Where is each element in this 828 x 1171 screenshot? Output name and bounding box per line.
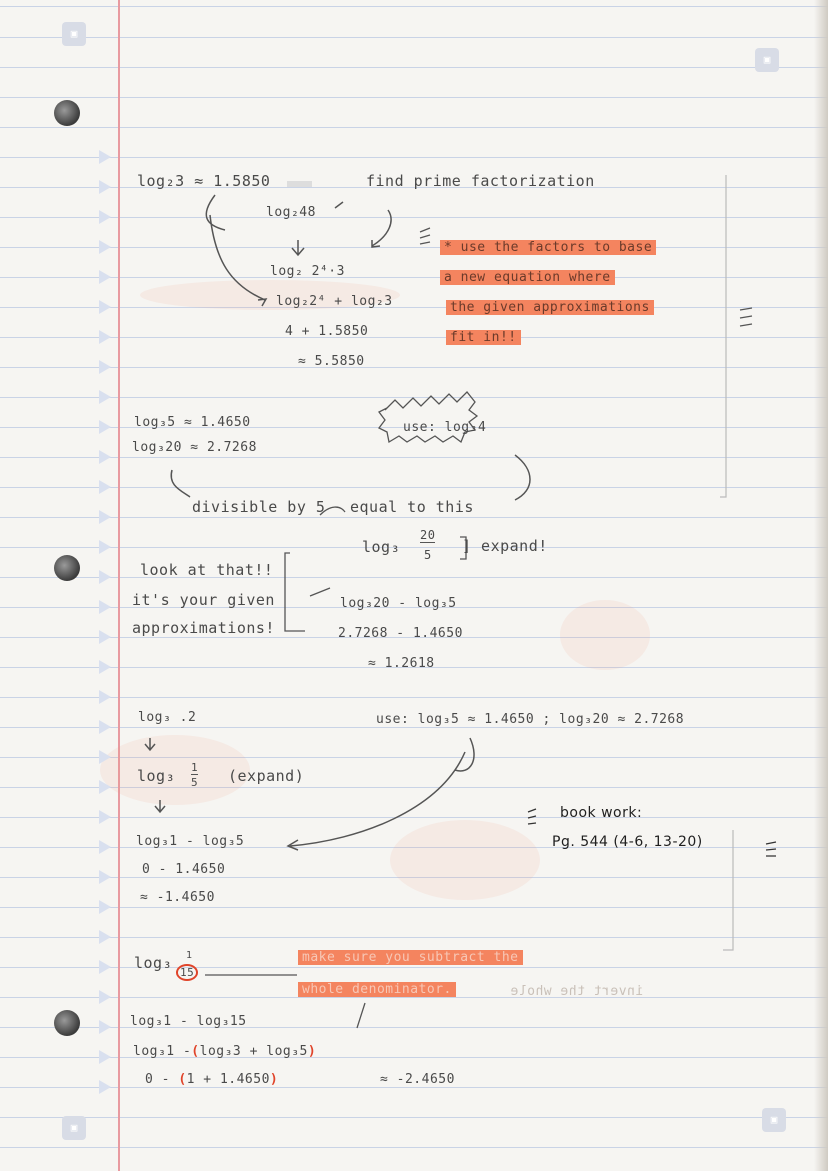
problem2-given1: log₃5 ≈ 1.4650	[134, 415, 251, 430]
problem4-answer: ≈ -2.4650	[380, 1072, 455, 1087]
margin-triangle-icon	[99, 810, 111, 824]
side-bracket	[285, 553, 305, 631]
emphasis-marks	[766, 842, 776, 856]
curve-stroke	[206, 195, 225, 230]
problem4-target-prefix: log₃	[134, 954, 173, 972]
margin-triangle-icon	[99, 1050, 111, 1064]
red-circle-denominator: 15	[176, 964, 198, 981]
problem4-note-line: whole denominator.	[298, 982, 456, 997]
emphasis-marks	[528, 809, 536, 824]
corner-marker-icon: ▣	[62, 22, 86, 46]
margin-triangle-icon	[99, 450, 111, 464]
problem3-frac-denominator: 5	[191, 776, 199, 789]
problem3-frac-numerator: 1	[191, 761, 199, 774]
problem1-find-note: find prime factorization	[366, 172, 595, 190]
margin-triangle-icon	[99, 570, 111, 584]
margin-triangle-icon	[99, 420, 111, 434]
margin-triangle-icon	[99, 210, 111, 224]
problem3-expand-label: (expand)	[228, 767, 305, 785]
margin-triangle-icon	[99, 270, 111, 284]
problem4-step1: log₃1 - log₃15	[130, 1014, 247, 1029]
problem2-side-note-line: look at that!!	[140, 561, 274, 579]
highlight-smudge	[560, 600, 650, 670]
margin-line	[118, 0, 120, 1171]
problem3-step2: 0 - 1.4650	[142, 862, 226, 877]
problem1-answer: ≈ 5.5850	[298, 354, 365, 369]
margin-triangle-icon	[99, 930, 111, 944]
margin-triangle-icon	[99, 360, 111, 374]
margin-triangle-icon	[99, 600, 111, 614]
problem2-expand-label: ] expand!	[462, 537, 548, 555]
margin-triangle-icon	[99, 900, 111, 914]
binder-hole	[54, 555, 80, 581]
margin-triangle-icon	[99, 660, 111, 674]
margin-triangle-icon	[99, 720, 111, 734]
arrowhead	[288, 840, 298, 850]
problem2-equal-note: equal to this	[350, 498, 474, 516]
problem4-frac-numerator: 1	[186, 950, 193, 961]
problem4-frac-denominator	[176, 964, 198, 981]
problem1-tip-line: the given approximations	[446, 300, 654, 315]
problem3-target: log₃ .2	[138, 710, 197, 725]
problem4-mirror-note: invert the whole	[510, 984, 644, 999]
margin-triangle-icon	[99, 330, 111, 344]
emphasis-marks	[740, 308, 752, 326]
page-edge-shadow	[814, 0, 828, 1171]
corner-marker-icon: ▣	[755, 48, 779, 72]
right-bracket	[720, 175, 726, 497]
slash-mark	[335, 202, 343, 208]
problem2-step2: 2.7268 - 1.4650	[338, 626, 463, 641]
problem4-step2: log₃1 -(log₃3 + log₃5)	[133, 1044, 317, 1059]
curve-arrow-from-starburst	[515, 455, 530, 500]
emphasis-marks	[420, 228, 430, 244]
margin-triangle-icon	[99, 750, 111, 764]
problem1-substitute: 4 + 1.5850	[285, 324, 369, 339]
margin-triangle-icon	[99, 630, 111, 644]
problem1-rewrite: log₂ 2⁴·3	[270, 264, 345, 279]
problem3-answer: ≈ -1.4650	[140, 890, 215, 905]
problem1-tip-line: a new equation where	[440, 270, 615, 285]
problem2-side-note-line: approximations!	[132, 619, 275, 637]
curve-arrow	[372, 210, 391, 246]
problem4-note-line: make sure you subtract the	[298, 950, 523, 965]
margin-triangle-icon	[99, 480, 111, 494]
margin-triangle-icon	[99, 1020, 111, 1034]
bookwork-pages: Pg. 544 (4-6, 13-20)	[552, 834, 703, 850]
problem2-given2: log₃20 ≈ 2.7268	[132, 440, 257, 455]
margin-triangle-icon	[99, 1080, 111, 1094]
corner-marker-icon: ▣	[762, 1108, 786, 1132]
problem2-fraction-numerator: 20	[420, 528, 436, 542]
problem2-answer: ≈ 1.2618	[368, 656, 435, 671]
binder-hole	[54, 1010, 80, 1036]
down-arrow-icon	[292, 240, 304, 255]
problem4-step3: 0 - (1 + 1.4650)	[145, 1072, 279, 1087]
problem1-given: log₂3 ≈ 1.5850	[137, 172, 271, 190]
margin-triangle-icon	[99, 840, 111, 854]
margin-triangle-icon	[99, 870, 111, 884]
margin-triangle-icon	[99, 300, 111, 314]
problem2-fraction-log: log₃	[362, 538, 401, 556]
corner-marker-icon: ▣	[62, 1116, 86, 1140]
problem3-use-note: use: log₃5 ≈ 1.4650 ; log₃20 ≈ 2.7268	[376, 712, 685, 727]
problem1-tip-line: fit in!!	[446, 330, 521, 345]
problem2-step1: log₃20 - log₃5	[340, 596, 457, 611]
binder-hole	[54, 100, 80, 126]
margin-triangle-icon	[99, 540, 111, 554]
margin-triangle-icon	[99, 180, 111, 194]
problem1-target: log₂48	[266, 205, 316, 220]
margin-triangle-icon	[99, 150, 111, 164]
right-bracket	[723, 830, 733, 950]
problem1-expand: log₂2⁴ + log₂3	[276, 294, 393, 309]
problem3-frac-log: log₃	[137, 767, 176, 785]
margin-triangle-icon	[99, 390, 111, 404]
problem3-step1: log₃1 - log₃5	[136, 834, 245, 849]
pointer-line	[310, 588, 330, 596]
margin-triangle-icon	[99, 960, 111, 974]
margin-triangle-icon	[99, 990, 111, 1004]
curve-stroke	[171, 470, 190, 497]
problem2-divisible-note: divisible by 5	[192, 498, 326, 516]
highlight-smudge	[390, 820, 540, 900]
margin-triangle-icon	[99, 690, 111, 704]
problem2-use-label: use: log₃4	[403, 420, 487, 435]
arrowhead	[372, 240, 380, 247]
margin-triangle-icon	[99, 510, 111, 524]
problem2-side-note-line: it's your given	[132, 591, 275, 609]
problem1-tip-line: * use the factors to base	[440, 240, 656, 255]
bookwork-title: book work:	[560, 805, 643, 821]
problem2-fraction-denominator: 5	[424, 548, 432, 562]
slash-mark	[357, 1003, 365, 1028]
margin-triangle-icon	[99, 780, 111, 794]
margin-triangle-icon	[99, 240, 111, 254]
